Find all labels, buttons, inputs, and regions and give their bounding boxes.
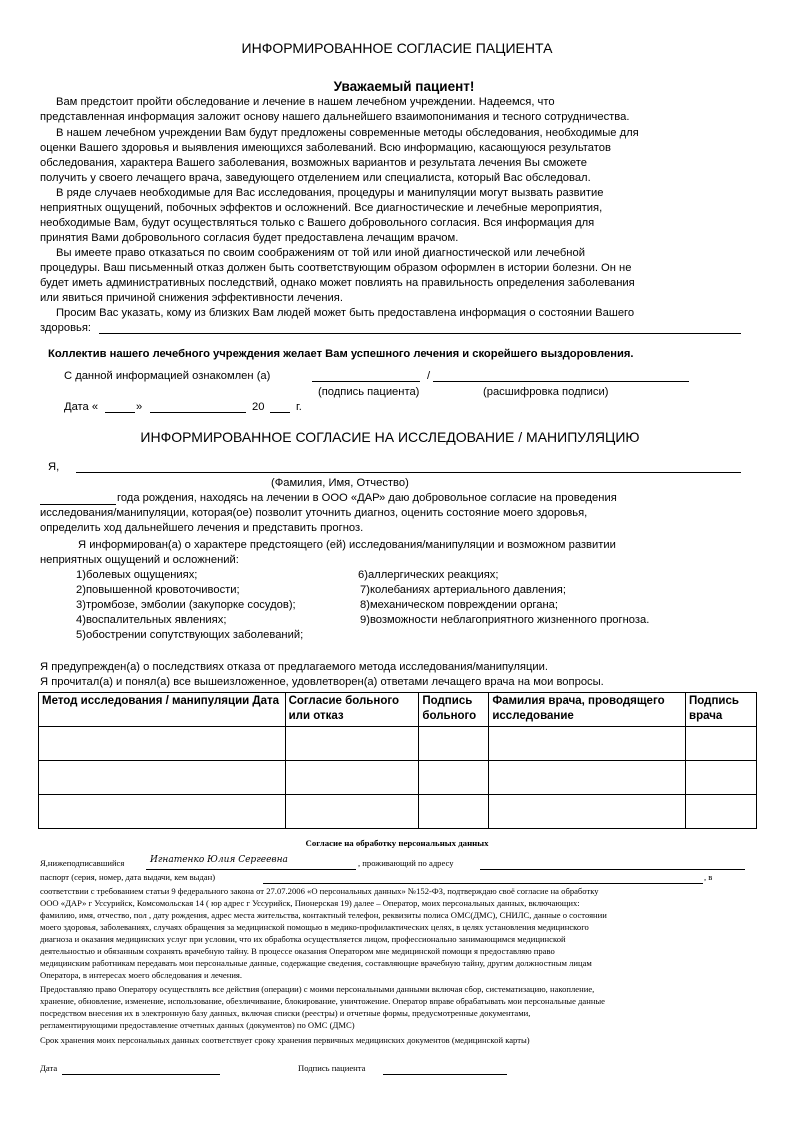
paragraph-line: процедуры. Ваш письменный отказ должен быть соответствующим образом оформлен в истории болезни. Он не (40, 262, 632, 274)
risk-item: 8)механическом повреждении органа; (360, 599, 558, 611)
table-cell[interactable] (489, 761, 686, 795)
risk-item: 7)колебаниях артериального давления; (360, 584, 566, 596)
risk-item: 2)повышенной кровоточивости; (76, 584, 240, 596)
pd-line: медицинским работникам передавать мои персональные данные, содержащие сведения, составляющие врачебную тайну, другим должностным лицам (40, 958, 592, 968)
warned-text: Я предупрежден(а) о последствиях отказа от предлагаемого метода исследования/манипуляции. (40, 661, 548, 673)
risk-item: 6)аллергических реакциях; (358, 569, 499, 581)
wish-text: Коллектив нашего лечебного учреждения желает Вам успешного лечения и скорейшего выздоровления. (48, 348, 634, 360)
ya-label: Я, (48, 461, 60, 473)
paragraph-line: неприятных ощущений, побочных эффектов и осложнений. Все диагностические и лечебные мероприятия, (40, 202, 603, 214)
table-cell[interactable] (419, 795, 489, 829)
pd-line: диагноза и оказания медицинских услуг при условии, что их обработка осуществляется лицом, профессионально занимающимся медицинской (40, 934, 566, 944)
pd-line: посредством внесения их в электронную базу данных, включая списки (реестры) и отчетные формы, предусмотренные документами, (40, 1008, 531, 1018)
paragraph-line: Вы имеете право отказаться по своим соображениям от той или иной диагностической или лечебной (56, 247, 585, 259)
column-header: Метод исследования / манипуляции Дата (39, 693, 286, 727)
date-day-field[interactable] (105, 412, 135, 413)
paragraph-line: В ряде случаев необходимые для Вас исследования, процедуры и манипуляции могут вызвать развитие (56, 187, 604, 199)
date-close: » (136, 401, 143, 413)
paragraph-line: Вам предстоит пройти обследование и лечение в нашем лечебном учреждении. Надеемся, что (56, 96, 555, 108)
paragraph-line: оценки Вашего здоровья и выявления имеющихся заболеваний. Всю информацию, касающуюся результатов (40, 142, 611, 154)
year-suffix: г. (296, 401, 302, 413)
column-header: Согласие больного или отказ (285, 693, 419, 727)
pd-sign-field[interactable] (383, 1074, 507, 1075)
table-cell[interactable] (285, 795, 419, 829)
signature-decode-hint: (расшифровка подписи) (483, 386, 609, 398)
table-cell[interactable] (39, 761, 286, 795)
date-month-field[interactable] (150, 412, 246, 413)
table-cell[interactable] (686, 727, 757, 761)
pd-line: Срок хранения моих персональных данных соответствует сроку хранения первичных медицинских документов (медицинской карты) (40, 1035, 530, 1045)
table-cell[interactable] (686, 795, 757, 829)
patient-signature-field[interactable] (312, 381, 420, 382)
pd-address-field[interactable] (480, 869, 745, 870)
paragraph-line: обследования, характера Вашего заболевания, возможных вариантов и результата лечения Вы сможете (40, 157, 587, 169)
table-cell[interactable] (419, 761, 489, 795)
read-text: Я прочитал(а) и понял(а) все вышеизложенное, удовлетворен(а) ответами лечащего врача на мои вопросы. (40, 676, 604, 688)
patient-signature-hint: (подпись пациента) (318, 386, 420, 398)
procedure-table (38, 692, 757, 829)
paragraph-line: представленная информация заложит основу нашего дальнейшего взаимопонимания и тесного сотрудничества. (40, 111, 630, 123)
trustee-field[interactable] (99, 333, 741, 334)
pd-name-prefix: Я,нижеподписавшийся (40, 858, 125, 868)
pd-line: регламентирующими предоставление отчетных данных (документов) по ОМС (ДМС) (40, 1020, 355, 1030)
pd-line: Оператора, в интересах моего обследования и лечения. (40, 970, 243, 980)
risk-item: 3)тромбозе, эмболии (закупорке сосудов); (76, 599, 296, 611)
paragraph-line: получить у своего лечащего врача, заведующего отделением или специалиста, который Вас обследовал. (40, 172, 591, 184)
table-cell[interactable] (489, 727, 686, 761)
birth-year-field[interactable] (40, 504, 116, 505)
consent-line: года рождения, находясь на лечении в ООО «ДАР» даю добровольное согласие на проведения (117, 492, 617, 504)
pd-passport-label: паспорт (серия, номер, дата выдачи, кем выдан) (40, 872, 216, 882)
signature-decode-field[interactable] (433, 381, 689, 382)
pd-date-field[interactable] (62, 1074, 220, 1075)
table-header-row (39, 693, 757, 727)
pd-line: соответствии с требованием статьи 9 федерального закона от 27.07.2006 «О персональных данных» №152-ФЗ, подтверждаю своё согласие на обработку (40, 886, 599, 896)
pd-line: ООО «ДАР» г Уссурийск, Комсомольская 14 ( юр адрес г Уссурийск, Пионерская 19) далее – Оператор, моих персональных данных, включающих: (40, 898, 580, 908)
pd-title: Согласие на обработку персональных данных (305, 838, 489, 848)
paragraph-line: необходимые Вам, будут осуществляться только с Вашего добровольного согласия. Вся информация для (40, 217, 595, 229)
table-cell[interactable] (39, 795, 286, 829)
pd-date-label: Дата (40, 1063, 58, 1073)
table-cell[interactable] (419, 727, 489, 761)
risk-item: 9)возможности неблагоприятного жизненного прогноза. (360, 614, 650, 626)
risk-item: 1)болевых ощущениях; (76, 569, 198, 581)
table-row (39, 795, 757, 829)
slash: / (427, 370, 431, 382)
paragraph-line: здоровья: (40, 322, 92, 334)
table-cell[interactable] (285, 727, 419, 761)
table-row (39, 761, 757, 795)
pd-name-handwritten: Игнатенко Юлия Сергеевна (150, 855, 288, 865)
paragraph-line: В нашем лечебном учреждении Вам будут предложены современные методы обследования, необходимые для (56, 127, 639, 139)
pd-line: Предоставляю право Оператору осуществлять все действия (операции) с моими персональными данными включая сбор, систематизацию, накопление, (40, 984, 595, 994)
risk-item: 5)обострении сопутствующих заболеваний; (76, 629, 304, 641)
date-year-field[interactable] (270, 412, 290, 413)
acquainted-label: С данной информацией ознакомлен (а) (64, 370, 271, 382)
pd-sign-label: Подпись пациента (298, 1063, 366, 1073)
consent-line: исследования/манипуляции, которая(ое) позволит уточнить диагноз, оценить состояние моего здоровья, (40, 507, 588, 519)
table-cell[interactable] (39, 727, 286, 761)
paragraph-line: Просим Вас указать, кому из близких Вам людей может быть предоставлена информация о состоянии Вашего (56, 307, 635, 319)
greeting: Уважаемый пациент! (333, 79, 475, 94)
column-header: Подпись врача (686, 693, 757, 727)
year-prefix: 20 (252, 401, 265, 413)
paragraph-line: или явиться причиной снижения эффективности лечения. (40, 292, 343, 304)
table-row (39, 727, 757, 761)
page-title: ИНФОРМИРОВАННОЕ СОГЛАСИЕ ПАЦИЕНТА (241, 40, 553, 56)
table-cell[interactable] (489, 795, 686, 829)
pd-v: , в (704, 872, 713, 882)
fio-hint: (Фамилия, Имя, Отчество) (271, 477, 409, 489)
pd-passport-field[interactable] (263, 883, 703, 884)
table-cell[interactable] (686, 761, 757, 795)
informed-line: неприятных ощущений и осложнений: (40, 554, 239, 566)
pd-line: моего здоровья, заболеваниях, случаях обращения за медицинской помощью в медико-профилактических целях, в целях установления медицинского (40, 922, 589, 932)
pd-line: фамилию, имя, отчество, пол , дату рождения, адрес места жительства, контактный телефон, реквизиты полиса ОМС(ДМС), СНИЛС, данные о состоянии (40, 910, 607, 920)
fio-field[interactable] (76, 472, 741, 473)
risk-item: 4)воспалительных явлениях; (76, 614, 227, 626)
column-header: Фамилия врача, проводящего исследование (489, 693, 686, 727)
section-title: ИНФОРМИРОВАННОЕ СОГЛАСИЕ НА ИССЛЕДОВАНИЕ / МАНИПУЛЯЦИЮ (140, 429, 640, 445)
column-header: Подпись больного (419, 693, 489, 727)
informed-line: Я информирован(а) о характере предстоящего (ей) исследования/манипуляции и возможном развитии (78, 539, 616, 551)
paragraph-line: принятия Вами добровольного согласия будет предоставлена лечащим врачом. (40, 232, 459, 244)
date-label: Дата « (64, 401, 99, 413)
pd-line: хранение, обновление, изменение, использование, обезличивание, блокирование, уничтожение. Оператор вправе обрабатывать мои персональные данные (40, 996, 605, 1006)
pd-line: деятельностью и обязанным сохранять врачебную тайну. В процессе оказания Оператором мне медицинской помощи я предоставляю право (40, 946, 555, 956)
table-cell[interactable] (285, 761, 419, 795)
paragraph-line: будет иметь административных последствий, однако может повлиять на правильность определения заболевания (40, 277, 635, 289)
pd-address-label: , проживающий по адресу (358, 858, 454, 868)
consent-line: определить ход дальнейшего лечения и представить прогноз. (40, 522, 364, 534)
pd-name-field[interactable] (146, 869, 356, 870)
